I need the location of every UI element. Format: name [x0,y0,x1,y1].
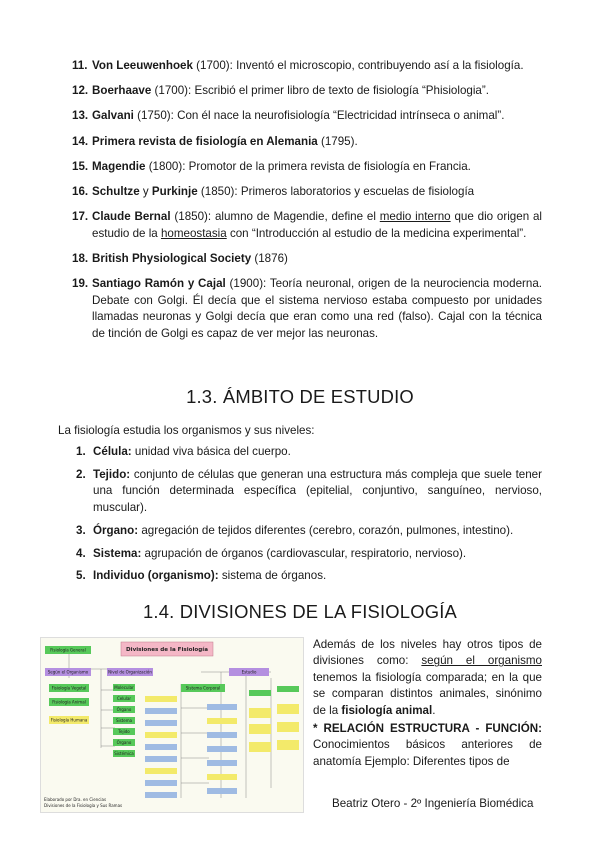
history-item: 18. British Physiological Society (1876) [72,251,542,268]
page-footer: Beatriz Otero - 2º Ingeniería Biomédica [332,797,534,810]
item-name: Purkinje [151,184,198,198]
section-intro: La fisiología estudia los organismos y sus niveles: [58,424,315,437]
diagram-detail-boxes [145,686,299,798]
divisions-diagram [40,637,304,813]
item-number: 14. [72,134,89,148]
history-item: 19. Santiago Ramón y Cajal (1900): Teoría neuronal, origen de la neurociencia moderna. Debate con Golgi. Él decía que el sistema nervioso estaba compuesto por unidades llamadas neuronas y Golgi decía que eran como una red (falso). Cajal con la técnica de tinción de Golgi es capaz de ver mejor las neuronas. [72,276,542,342]
svg-text:Tejido: Tejido [118,729,130,734]
underlined-term: homeostasia [160,226,227,240]
item-name: Galvani [92,109,134,123]
history-item: 13. Galvani (1750): Con él nace la neurofisiología “Electricidad intrínseca o animal”. [72,108,542,125]
history-list [72,58,542,351]
item-name: Magendie [92,159,146,173]
item-number: 19. [72,277,89,291]
svg-text:Sistema: Sistema [115,718,133,723]
level-item: 1. Célula: unidad viva básica del cuerpo. [76,445,291,458]
svg-text:Sistémica: Sistémica [114,751,134,756]
divisions-paragraph-2: * RELACIÓN ESTRUCTURA - FUNCIÓN: Conocimientos básicos anteriores de anatomía Ejemplo: Diferentes tipos de [313,722,542,768]
svg-text:Sistema Corporal: Sistema Corporal [185,685,221,691]
level-term: Órgano: [93,523,139,537]
svg-text:Fisiología Animal: Fisiología Animal [52,699,86,705]
level-item: 3. Órgano: agregación de tejidos diferentes (cerebro, corazón, pulmones, intestino). [76,523,514,537]
level-item: 5. Individuo (organismo): sistema de órganos. [76,569,327,583]
svg-text:Fisiología Vegetal: Fisiología Vegetal [51,685,87,691]
diagram-title: Divisiones de la Fisiología [126,647,208,653]
level-term: Sistema: [93,546,142,560]
section-title-divisiones: 1.4. DIVISIONES DE LA FISIOLOGÍA [142,601,458,622]
svg-text:Celular: Celular [116,696,132,701]
item-name: Claude Bernal [92,210,171,224]
level-term: Tejido: [93,467,131,481]
item-number: 12. [72,84,89,98]
level-term: Individuo (organismo): [93,569,219,583]
divisions-text [313,637,542,772]
history-item: 15. Magendie (1800): Promotor de la primera revista de fisiología en Francia. [72,159,542,176]
svg-text:Nivel de Organización: Nivel de Organización [108,669,152,675]
diagram-caption-1: Elaborado por Dra. en Ciencias [44,797,107,802]
svg-text:Fisiología Humana: Fisiología Humana [50,717,88,723]
section-title-ambito: 1.3. ÁMBITO DE ESTUDIO [186,386,414,407]
item-name: Primera revista de fisiología en Alemania [92,134,318,148]
item-number: 17. [72,210,89,224]
diagram-svg [41,638,303,812]
level-item: 4. Sistema: agrupación de órganos (cardiovascular, respiratorio, nervioso). [76,546,467,560]
item-name: Santiago Ramón y Cajal [92,277,226,291]
item-number: 15. [72,159,89,173]
svg-text:Según el Organismo: Según el Organismo [47,669,89,675]
underlined-term: medio interno [379,210,451,224]
history-item: 11. Von Leeuwenhoek (1700): Inventó el microscopio, contribuyendo así a la fisiología. [72,58,542,75]
underlined-term: según el organismo [421,654,542,668]
item-name: Schultze [92,184,140,198]
item-number: 13. [72,109,89,123]
history-item: 16. Schultze y Purkinje (1850): Primeros laboratorios y escuelas de fisiología [72,184,542,201]
svg-text:Estudio: Estudio [241,669,257,675]
item-name: Von Leeuwenhoek [92,59,193,72]
level-boxes [113,684,135,757]
svg-text:Órgano: Órgano [116,740,132,745]
svg-text:Órgano: Órgano [116,707,132,712]
divisions-paragraph-1: Además de los niveles hay otros tipos de divisiones como: según el organismo tenemos la fisiología comparada; en la que se comparan distintos animales, sinónimo de la fisiología animal. [313,638,542,717]
item-number: 11. [72,59,88,72]
history-item: 14. Primera revista de fisiología en Alemania (1795). [72,134,542,151]
history-item: 12. Boerhaave (1700): Escribió el primer libro de texto de fisiología “Phisiologia”. [72,83,542,100]
svg-text:Fisiología General: Fisiología General [50,647,86,653]
diagram-caption-2: Divisiones de la Fisiología y Sus Ramas [44,803,123,808]
item-name: Boerhaave [92,84,152,98]
levels-list [76,444,542,591]
item-name: British Physiological Society [92,251,252,265]
level-term: Célula: [93,445,132,458]
item-number: 16. [72,184,89,198]
svg-text:Molecular: Molecular [114,685,134,690]
item-number: 18. [72,251,89,265]
history-item: 17. Claude Bernal (1850): alumno de Magendie, define el medio interno que dio origen al estudio de la homeostasia con “Introducción al estudio de la medicina experimental”. [72,209,542,242]
level-item: 2. Tejido: conjunto de células que generan una estructura más compleja que suele tener una función determinada específica (epitelial, conjuntivo, sanguíneo, nervioso, muscular). [76,467,542,514]
